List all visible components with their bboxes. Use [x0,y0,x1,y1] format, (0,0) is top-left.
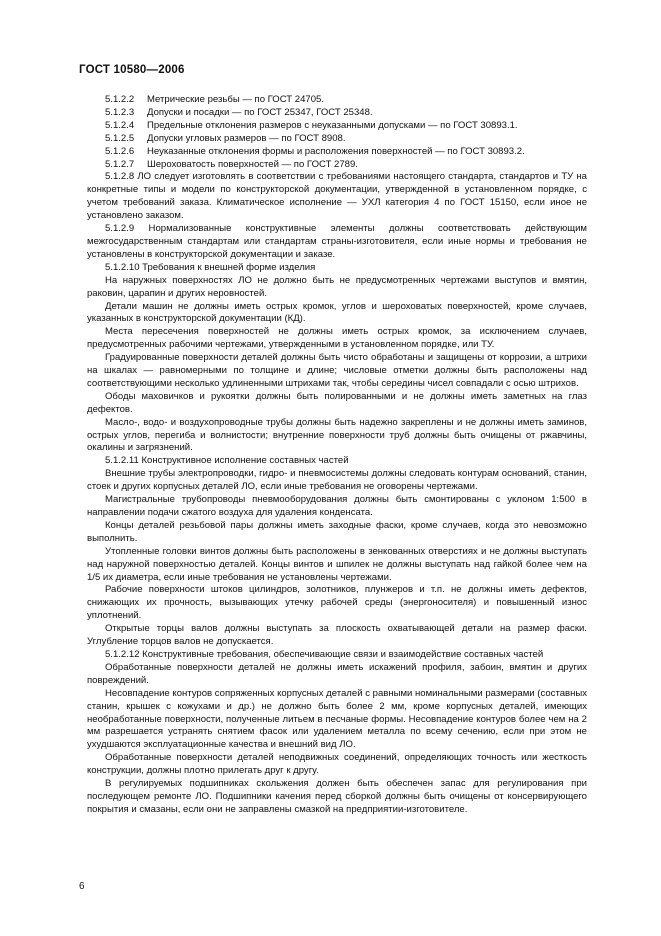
list-item [105,94,587,107]
clause-5-1-2-8: 5.1.2.8 ЛО следует изготовлять в соответствии с требованиями настоящего стандарта, стандартов и ТУ на конкретные типы и модели по конструкторской документации, утвержденной в установленном порядке, с учетом требований заказа. Климатическое исполнение — УХЛ категория 4 по ГОСТ 15150, если иное не установлено заказом. [87,171,587,222]
document-title: ГОСТ 10580—2006 [79,64,185,76]
clause-number: 5.1.2.3 [105,106,135,118]
clause-text: Шероховатость поверхностей — по ГОСТ 2789. [147,158,358,170]
clause-number: 5.1.2.4 [105,119,135,131]
paragraph: Рабочие поверхности штоков цилиндров, золотников, плунжеров и т.п. не должны иметь дефектов, снижающих их прочность, вызывающих утечку рабочей среды (энергоносителя) и повышенный износ уплотнений. [87,584,587,622]
paragraph: На наружных поверхностях ЛО не должно быть не предусмотренных чертежами выступов и вмятин, раковин, царапин и других неровностей. [87,274,587,299]
paragraph: Ободы маховичков и рукоятки должны быть полированными и не должны иметь заметных на глаз дефектов. [87,390,587,415]
paragraph: Обработанные поверхности деталей неподвижных соединений, определяющих точность или жесткость конструкции, должны плотно прилегать друг к другу. [87,752,587,777]
paragraph: В регулируемых подшипниках скольжения должен быть обеспечен запас для регулирования при последующем ремонте ЛО. Подшипники качения перед сборкой должны быть очищены от консервирующего покрытия и смазаны, если они не заправлены смазкой на предприятии-изготовителе. [87,778,587,815]
clause-text: Допуски и посадки — по ГОСТ 25347, ГОСТ 25348. [147,106,373,118]
clause-heading: 5.1.2.10 Требования к внешней форме изделия [105,261,316,273]
paragraph: Несовпадение контуров сопряженных корпусных деталей с равными номинальными размерами (составных станин, крышек с кожухами и др.) не должно быть более 2 мм, кроме корпусных деталей, имеющих необработанные поверхности, полученные литьем в песчаные формы. Несовпадение контуров более чем на 2 мм разрешается устранять снятием фасок или удалением металла по всему сечению, если при этом не ухудшаются эксплуатационные качества и внешний вид ЛО. [87,687,587,751]
clause-text: Метрические резьбы — по ГОСТ 24705. [147,94,324,105]
clause-number: 5.1.2.5 [105,132,135,144]
paragraph: Внешние трубы электропроводки, гидро- и пневмосистемы должны следовать контурам оснований, станин, стоек и других корпусных деталей ЛО, если иные требования не оговорены чертежами. [87,468,587,493]
paragraph: Магистральные трубопроводы пневмооборудования должны быть смонтированы с уклоном 1:500 в направлении подачи сжатого воздуха для удаления конденсата. [87,494,587,518]
document-body [87,94,587,817]
clause-number: 5.1.2.7 [105,158,135,170]
paragraph: Места пересечения поверхностей не должны иметь острых кромок, за исключением случаев, предусмотренных рабочими чертежами, утвержденными в установленном порядке, или ТУ. [87,326,587,351]
paragraph: Утопленные головки винтов должны быть расположены в зенкованных отверстиях и не должны выступать над наружной поверхностью деталей. Концы винтов и шпилек не должны выступать над гайкой более чем на 1/5 их диаметра, если иные требования не установлены чертежами. [87,545,587,583]
clause-5-1-2-9: 5.1.2.9 Нормализованные конструктивные элементы должны соответствовать действующим межгосударственным стандартам или стандартам страны-изготовителя, если иные нормы и требования не установлены в конструкторской документации и заказе. [87,223,587,260]
paragraph: Концы деталей резьбовой пары должны иметь заходные фаски, кроме случаев, когда это невозможно выполнить. [87,519,587,544]
list-item [105,107,587,120]
clause-text: Допуски угловых размеров — по ГОСТ 8908. [147,132,346,144]
clause-number: 5.1.2.2 [105,94,135,105]
document-header [79,64,185,76]
paragraph: Масло-, водо- и воздухопроводные трубы должны быть надежно закреплены и не должны иметь заминов, острых углов, перегиба и волнистости; внутренние поверхности труб должны быть очищены от ржавчины, окалины и загрязнений. [87,416,587,454]
clause-number: 5.1.2.6 [105,145,135,157]
list-item [105,146,587,159]
list-item [105,120,587,133]
clause-text: Предельные отклонения размеров с неуказанными допусками — по ГОСТ 30893.1. [147,119,518,131]
list-item [105,159,587,172]
list-item [105,133,587,146]
paragraph: Градуированные поверхности деталей должны быть чисто обработаны и защищены от коррозии, а штрихи на шкалах — равномерными по толщине и длине; числовые отметки должны быть расположены над соответствующими несколько удлиненными штрихами так, чтобы середины чисел совпадали с осью штрихов. [87,352,587,389]
paragraph: Детали машин не должны иметь острых кромок, углов и шероховатых поверхностей, кроме случаев, указанных в конструкторской документации (КД). [87,300,587,325]
clause-heading: 5.1.2.12 Конструктивные требования, обеспечивающие связи и взаимодействие составных частей [105,648,544,660]
clause-text: Неуказанные отклонения формы и расположения поверхностей — по ГОСТ 30893.2. [147,145,525,157]
page-number: 6 [79,881,85,892]
paragraph: Обработанные поверхности деталей не должны иметь искажений профиля, забоин, вмятин и других повреждений. [87,661,587,686]
paragraph: Открытые торцы валов должны выступать за плоскость охватывающей детали на размер фаски. Углубление торцов валов не допускается. [87,623,587,648]
clause-heading: 5.1.2.11 Конструктивное исполнение составных частей [105,455,349,467]
